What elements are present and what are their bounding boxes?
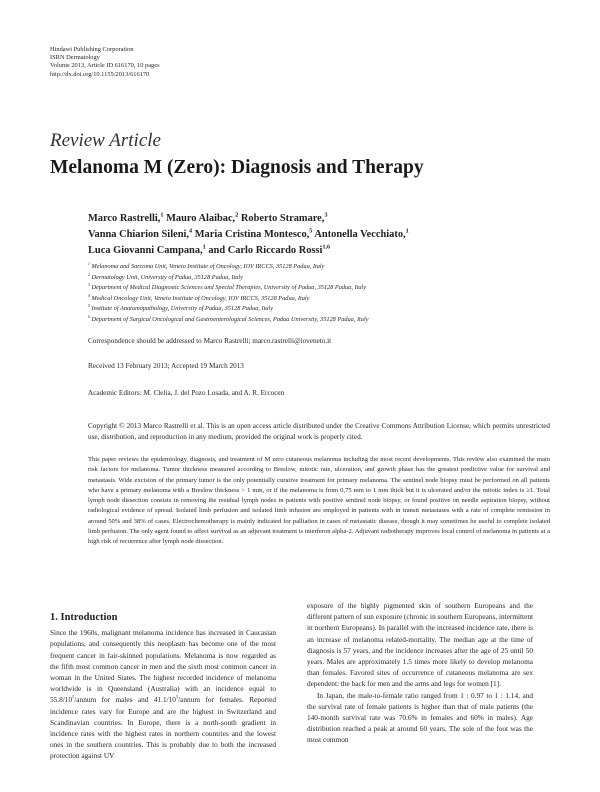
- author-affil-ref: 3: [324, 211, 328, 219]
- affiliation-number: 4: [88, 293, 90, 298]
- author-affil-ref: 4: [188, 227, 193, 235]
- author: Roberto Stramare,: [240, 213, 325, 224]
- author: Vanna Chiarion Sileni,: [88, 228, 189, 240]
- affiliation-text: Dermatology Unit, University of Padua, 35128 Padua, Italy: [91, 273, 243, 281]
- text-run: /annum for males and 41.1/10: [74, 695, 176, 705]
- journal-name: ISRN Dermatology: [50, 54, 100, 62]
- author: Maria Cristina Montesco,: [194, 228, 310, 240]
- affiliation-number: 5: [88, 304, 90, 309]
- right-column: [307, 600, 533, 746]
- affiliation-text: Medical Oncology Unit, Veneto Institute of Oncology, IOV IRCCS, 35128 Padua, Italy: [91, 294, 310, 302]
- author-line: [88, 227, 409, 243]
- affiliation-number: 1: [88, 261, 90, 266]
- author-affil-ref: 5: [309, 227, 313, 235]
- paragraph: [50, 627, 276, 761]
- author: Antonella Vecchiato,: [314, 228, 406, 240]
- author-affil-ref: 1: [202, 243, 206, 251]
- left-column: [50, 612, 276, 762]
- affiliation: [88, 262, 369, 273]
- article-type: Review Article: [50, 130, 161, 151]
- text-run: Since the 1960s, malignant melanoma incidence has increased in Caucasian populations, and consequently this neoplasm has become one of the most frequent cancer in fair-skinned populations. Melanoma is now regarded as the fifth most common cancer in men and the sixth most common cancer in woman in the United States. The highest recorded incidence of melanoma worldwide is in Queensland (Australia) with an incidence equal to 55.8/10: [50, 628, 276, 705]
- paragraph: In Japan, the male-to-female ratio ranged from 1 : 0.97 to 1 : 1.14, and the survival rate of female patients is higher than that of male patients (the 140-month survival rate was 70.6% in females and 60% in males). Age distribution reached a peak at around 60 years. The sole of the foot was the most common: [307, 690, 533, 745]
- journal-header: [50, 46, 160, 79]
- text-run: /annum for females. Reported incidence rates vary for Europe and are the highest in Switzerland and Scandinavian countries. In Europe, there is a north-south gradient in incidence rates with the highest rates in northern countries and the lowest ones in the southern countries. This is probably due to both the increased protection against UV: [50, 695, 276, 761]
- received-dates: Received 13 February 2013; Accepted 19 March 2013: [88, 362, 244, 370]
- abstract: This paper reviews the epidemiology, diagnosis, and treatment of M zero cutaneous melanoma including the most recent developments. This review also examined the main risk factors for melanoma. Tumor thickness measured according to Breslow, mitotic rate, ulceration, and growth phase has the greatest predictive value for survival and metastasis. Wide excision of the primary tumor is the only potentially curative treatment for primary melanoma. The sentinel node biopsy must be performed on all patients who have a primary melanoma with a Breslow thickness > 1 mm, or if the melanoma is from 0,75 mm to 1 mm thick but it is ulcerated and/or the mitotic index is ≥1. Total lymph node dissection consists in removing the residual lymph nodes in patients with positive sentinel node biopsy, or found positive on needle aspiration biopsy, without radiological evidence of spread. Isolated limb perfusion and isolated limb infusion are employed in patients with in transit metastases with a rate of complete remission in around 50% and 38% of cases. Electrochemotherapy is mainly indicated for palliation in cases of metastatic disease, though it may sometimes be useful to complete isolated limb perfusion. The only agent found to affect survival as an adjuvant treatment is interferon alpha-2. Adjuvant radiotherapy improves local control of melanoma in patients at a high risk of recurrence after lymph node dissection.: [88, 456, 550, 546]
- affiliation: [88, 273, 369, 284]
- author: Mauro Alaibac,: [166, 213, 236, 224]
- paragraph: exposure of the highly pigmented skin of southern Europeans and the different pattern of sun exposure (chronic in southern Europeans, intermittent in northern Europeans). In parallel with the increased incidence rate, there is an increase of melanoma related-mortality. The median age at the time of diagnosis is 57 years, and the incidence increases after the age of 25 until 50 years. Males are approximately 1.5 times more likely to develop melanoma than females. Favored sites of occurrence of cutaneous melanoma are sex dependent: the back for men and the arms and legs for women [1].: [307, 601, 534, 689]
- copyright-notice: Copyright © 2013 Marco Rastrelli et al. This is an open access article distributed under the Creative Commons Attribution License, which permits unrestricted use, distribution, and reproduction in any medium, provided the original work is properly cited.: [88, 422, 550, 442]
- affiliation-text: Department of Surgical Oncological and Gastroenterological Sciences, Padua University, 35128 Padua, Italy: [91, 315, 369, 323]
- affiliation-number: 2: [88, 272, 90, 277]
- author-affil-ref: 2: [235, 211, 239, 219]
- doi-link[interactable]: http://dx.doi.org/10.1155/2013/616170: [50, 70, 150, 78]
- author-line: [88, 211, 409, 227]
- author: and Carlo Riccardo Rossi: [208, 244, 323, 256]
- volume-info: Volume 2013, Article ID 616170, 10 pages: [50, 62, 160, 70]
- superscript: 5: [175, 695, 179, 700]
- author-list: [88, 211, 409, 258]
- affiliation: [88, 315, 369, 326]
- author-affil-ref: 1,6: [322, 243, 331, 251]
- author-line: [88, 243, 409, 259]
- affiliation: [88, 294, 369, 305]
- superscript: 5: [72, 695, 75, 700]
- academic-editors: Academic Editors: M. Clelia, J. del Pozo Losada, and A. R. Ercocen: [88, 389, 285, 397]
- affiliation-list: [88, 262, 369, 326]
- affiliation-text: Department of Medical Diagnostic Sciences and Special Therapies, University of Padua, 35128 Padua, Italy: [91, 284, 367, 292]
- author-affil-ref: 1: [405, 227, 409, 235]
- affiliation-number: 6: [88, 314, 90, 319]
- affiliation-number: 3: [88, 283, 90, 288]
- author: Marco Rastrelli,: [88, 213, 161, 224]
- affiliation: [88, 304, 369, 315]
- author-affil-ref: 1: [160, 211, 164, 219]
- affiliation: [88, 283, 369, 294]
- correspondence: Correspondence should be addressed to Marco Rastrelli; marco.rastrelli@ioveneto.it: [88, 337, 332, 345]
- author: Luca Giovanni Campana,: [88, 244, 203, 256]
- affiliation-text: Melanoma and Sarcoma Unit, Veneto Institute of Oncology, IOV IRCCS, 35128 Padua, Italy: [91, 263, 325, 270]
- article-title: Melanoma M (Zero): Diagnosis and Therapy: [50, 157, 424, 178]
- affiliation-text: Institute of Anatomopathology, University of Padua, 35128 Padua, Italy: [91, 305, 274, 313]
- section-heading: 1. Introduction: [50, 612, 118, 623]
- publisher: Hindawi Publishing Corporation: [50, 46, 134, 53]
